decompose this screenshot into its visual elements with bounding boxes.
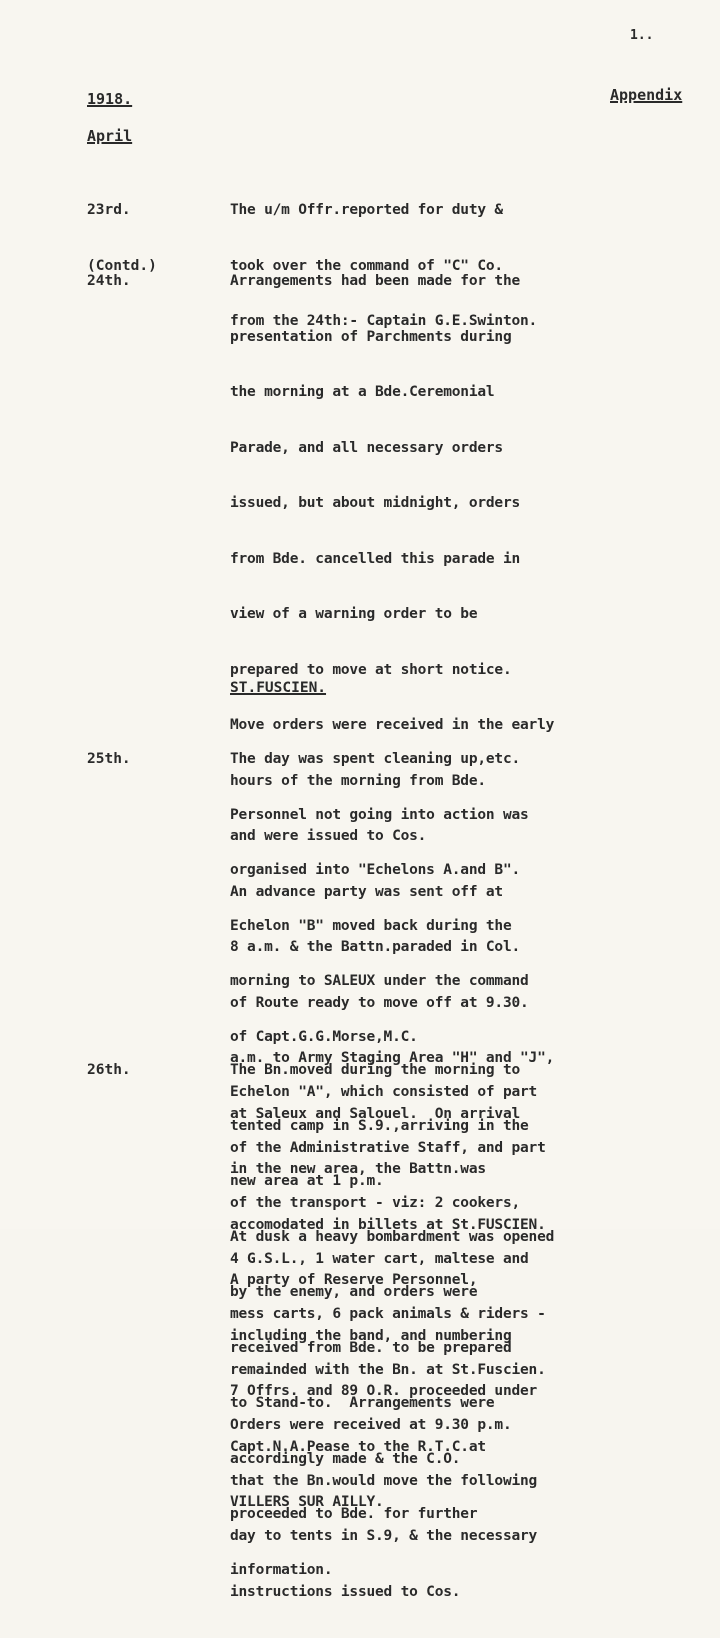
date-line: 25th. (87, 751, 131, 767)
text-line: Echelon "B" moved back during the (230, 917, 512, 934)
text-line: accordingly made & the C.O. (230, 1450, 461, 1467)
text-line: took over the command of "C" Co. (230, 257, 503, 274)
text-line: issued, but about midnight, orders (230, 495, 521, 511)
text-line: new area at 1 p.m. (230, 1173, 384, 1189)
text-line: mess carts, 6 pack animals & riders - (230, 1306, 546, 1322)
page-number: 1.. (630, 28, 654, 43)
text-line: Capt.N.A.Pease to the R.T.C.at (230, 1438, 486, 1455)
text-line: of the transport - viz: 2 cookers, (230, 1195, 521, 1211)
text-line: of Capt.G.G.Morse,M.C. (230, 1028, 418, 1045)
text-line: A party of Reserve Personnel, (230, 1272, 478, 1288)
text-line: instructions issued to Cos. (230, 1583, 461, 1600)
text-line: Echelon "A", which consisted of part (230, 1084, 538, 1100)
text-line: view of a warning order to be (230, 606, 478, 622)
text-line: The day was spent cleaning up,etc. (230, 751, 521, 767)
text-line: by the enemy, and orders were (230, 1284, 478, 1300)
text-line: at Saleux and Salouel. On arrival (230, 1105, 521, 1122)
date-line: 26th. (87, 1062, 131, 1078)
text-line: 8 a.m. & the Battn.paraded in Col. (230, 939, 521, 955)
month-heading: April (87, 127, 133, 145)
text-line: a.m. to Army Staging Area "H" and "J", (230, 1050, 555, 1066)
entry-date-25th (87, 713, 131, 806)
text-line: from Bde. cancelled this parade in (230, 550, 521, 567)
text-line: VILLERS SUR AILLY. (230, 1494, 384, 1510)
text-line: At dusk a heavy bombardment was opened (230, 1228, 555, 1245)
text-line: remainded with the Bn. at St.Fuscien. (230, 1361, 546, 1378)
text-line: accomodated in billets at St.FUSCIEN. (230, 1216, 546, 1233)
entry-date-24th (87, 235, 131, 328)
text-line: prepared to move at short notice. (230, 661, 512, 678)
place-heading: ST.FUSCIEN. (230, 680, 327, 696)
text-line: to Stand-to. Arrangements were (230, 1395, 495, 1411)
text-line: day to tents in S.9, & the necessary (230, 1528, 538, 1544)
text-line: proceeded to Bde. for further (230, 1506, 478, 1522)
text-line: The u/m Offr.reported for duty & (230, 202, 503, 218)
text-line: Orders were received at 9.30 p.m. (230, 1417, 512, 1433)
text-line: of Route ready to move off at 9.30. (230, 994, 529, 1011)
text-line: morning to SALEUX under the command (230, 973, 529, 989)
year-heading: 1918. (87, 90, 133, 108)
text-line: including the band, and numbering (230, 1327, 512, 1344)
text-line: that the Bn.would move the following (230, 1472, 538, 1489)
date-line: 23rd. (87, 202, 131, 218)
text-line: Move orders were received in the early (230, 717, 555, 733)
entry-date-26th (87, 1024, 131, 1117)
text-line: from the 24th:- Captain G.E.Swinton. (230, 313, 538, 329)
text-line: 4 G.S.L., 1 water cart, maltese and (230, 1250, 529, 1267)
date-line: 24th. (87, 273, 131, 289)
text-line: received from Bde. to be prepared (230, 1339, 512, 1356)
text-line: and were issued to Cos. (230, 828, 427, 844)
appendix-heading: Appendix (610, 86, 683, 104)
text-line: Parade, and all necessary orders (230, 439, 503, 456)
text-line: the morning at a Bde.Ceremonial (230, 384, 495, 400)
text-line: organised into "Echelons A.and B". (230, 862, 521, 878)
text-line: tented camp in S.9.,arriving in the (230, 1117, 529, 1134)
text-line: Personnel not going into action was (230, 806, 529, 823)
text-line: presentation of Parchments during (230, 328, 512, 345)
text-line: An advance party was sent off at (230, 883, 503, 900)
text-line: hours of the morning from Bde. (230, 772, 486, 789)
text-line: information. (230, 1561, 333, 1578)
text-line: of the Administrative Staff, and part (230, 1139, 546, 1156)
text-line: The Bn.moved during the morning to (230, 1062, 521, 1078)
text-line: 7 Offrs. and 89 O.R. proceeded under (230, 1383, 538, 1399)
date-line: (Contd.) (87, 257, 157, 274)
text-line: in the new area, the Battn.was (230, 1161, 486, 1177)
entry-text-26th (230, 1024, 554, 1616)
text-line: Arrangements had been made for the (230, 273, 521, 289)
